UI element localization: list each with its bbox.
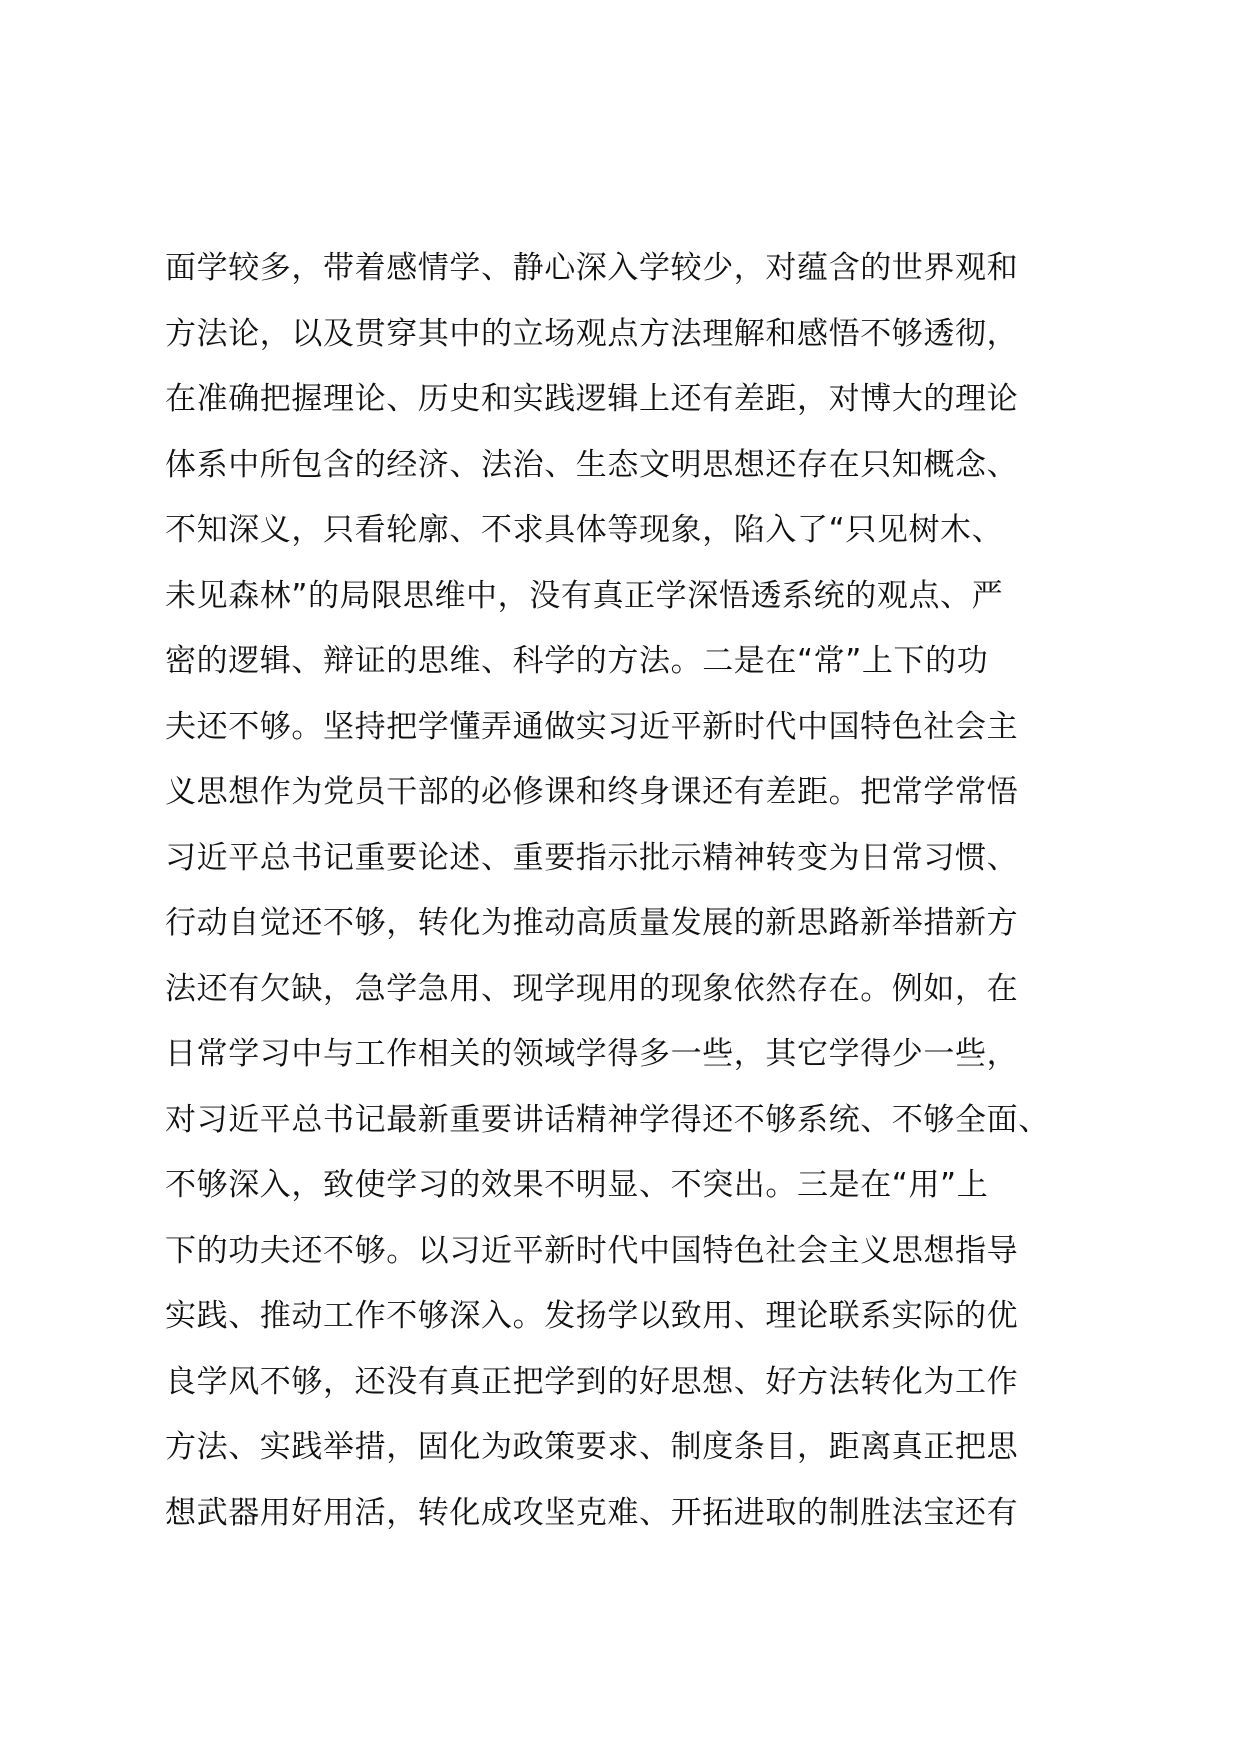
text-line: 未见森林”的局限思维中，没有真正学深悟透系统的观点、严 xyxy=(165,577,1004,614)
text-line: 义思想作为党员干部的必修课和终身课还有差距。把常学常悟 xyxy=(165,774,1019,810)
text-line: 下的功夫还不够。以习近平新时代中国特色社会主义思想指导 xyxy=(165,1232,1019,1269)
text-line: 日常学习中与工作相关的领域学得多一些，其它学得少一些， xyxy=(165,1036,1019,1072)
text-line: 习近平总书记重要论述、重要指示批示精神转变为日常习惯、 xyxy=(165,839,1019,876)
text-line: 密的逻辑、辩证的思维、科学的方法。二是在“常”上下的功 xyxy=(165,643,989,679)
text-line: 方法、实践举措，固化为政策要求、制度条目，距离真正把思 xyxy=(165,1429,1019,1465)
text-line: 方法论，以及贯穿其中的立场观点方法理解和感悟不够透彻， xyxy=(165,315,1019,352)
text-line: 良学风不够，还没有真正把学到的好思想、好方法转化为工作 xyxy=(165,1363,1019,1400)
text-line: 在准确把握理论、历史和实践逻辑上还有差距，对博大的理论 xyxy=(165,381,1019,417)
text-line: 行动自觉还不够，转化为推动高质量发展的新思路新举措新方 xyxy=(165,905,1019,941)
text-line: 面学较多，带着感情学、静心深入学较少，对蕴含的世界观和 xyxy=(165,250,1019,286)
text-line: 不够深入，致使学习的效果不明显、不突出。三是在“用”上 xyxy=(165,1167,989,1203)
text-line: 法还有欠缺，急学急用、现学现用的现象依然存在。例如，在 xyxy=(165,970,1019,1007)
text-line: 体系中所包含的经济、法治、生态文明思想还存在只知概念、 xyxy=(165,446,1019,483)
text-line: 实践、推动工作不够深入。发扬学以致用、理论联系实际的优 xyxy=(165,1298,1019,1334)
text-line: 夫还不够。坚持把学懂弄通做实习近平新时代中国特色社会主 xyxy=(165,708,1019,745)
text-line: 想武器用好用活，转化成攻坚克难、开拓进取的制胜法宝还有 xyxy=(165,1494,1019,1531)
body-text xyxy=(165,236,1125,1546)
text-line: 对习近平总书记最新重要讲话精神学得还不够系统、不够全面、 xyxy=(165,1101,1050,1138)
text-line: 不知深义，只看轮廓、不求具体等现象，陷入了“只见树木、 xyxy=(165,512,1004,548)
